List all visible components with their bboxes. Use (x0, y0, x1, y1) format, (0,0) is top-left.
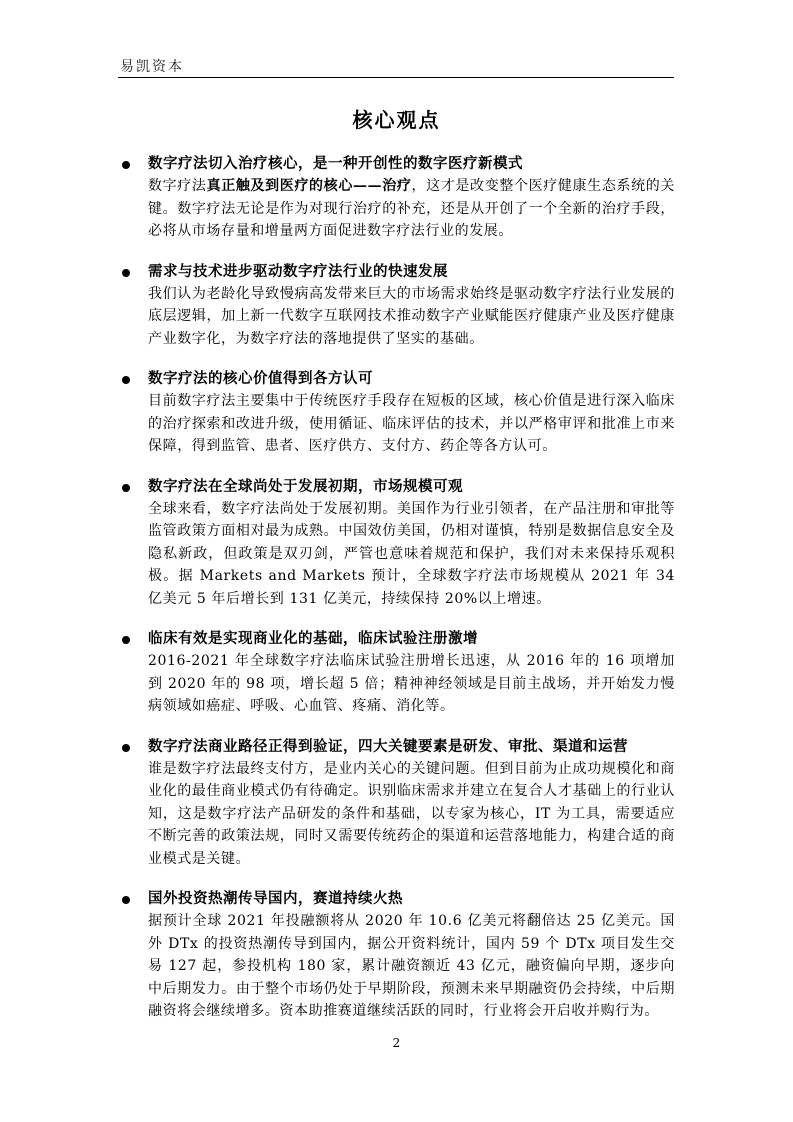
key-point-body: 全球来看，数字疗法尚处于发展初期。美国作为行业引领者，在产品注册和审批等监管政策方面相对最为成熟。中国效仿美国，仍相对谨慎，特别是数据信息安全及隐私新政，但政策是双刃剑，严管也意味着规范和保护，我们对未来保持乐观积极。据 Markets and Markets 预计，全球数字疗法市场规模从 2021 年 34 亿美元 5 年后增长到 131 亿美元，持续保持 20%以上增速。 (148, 500, 675, 607)
key-point-6 (120, 736, 675, 871)
key-point-body (148, 175, 675, 243)
key-point-body: 2016-2021 年全球数字疗法临床试验注册增长迅速，从 2016 年的 16 项增加到 2020 年的 98 项，增长超 5 倍；精神神经领域是目前主战场，并开始发力慢病领域如癌症、呼吸、心血管、疼痛、消化等。 (148, 653, 675, 714)
key-point-1 (120, 153, 675, 243)
key-point-title: 数字疗法在全球尚处于发展初期，市场规模可观 (148, 477, 463, 495)
key-point-title: 数字疗法的核心价值得到各方认可 (148, 370, 373, 387)
key-point-body-prefix: 数字疗法 (148, 178, 207, 194)
header-label: 易凯资本 (120, 59, 184, 75)
bullet-icon (122, 896, 130, 904)
bullet-icon (122, 269, 130, 277)
key-point-title: 需求与技术进步驱动数字疗法行业的快速发展 (148, 262, 448, 280)
key-point-5 (120, 628, 675, 718)
bullet-icon (122, 744, 130, 752)
key-point-title: 数字疗法切入治疗核心，是一种开创性的数字医疗新模式 (148, 155, 523, 172)
key-points-list (120, 153, 675, 1041)
key-point-7 (120, 888, 675, 1023)
key-point-body-emphasis: 真正触及到医疗的核心——治疗 (206, 178, 412, 194)
key-point-title: 国外投资热潮传导国内，赛道持续火热 (148, 890, 403, 907)
key-point-4 (120, 476, 675, 611)
header-divider (118, 77, 674, 78)
bullet-icon (122, 161, 130, 169)
key-point-body: 谁是数字疗法最终支付方，是业内关心的关键问题。但到目前为止成功规模化和商业化的最佳商业模式仍有待确定。识别临床需求并建立在复合人才基础上的行业认知，这是数字疗法产品研发的条件和基础，以专家为核心，IT 为工具，需要适应不断完善的政策法规，同时又需要传统药企的渠道和运营落地能力，构建合适的商业模式是关键。 (148, 760, 675, 867)
page-number: 2 (392, 1036, 401, 1050)
bullet-icon (122, 376, 130, 384)
bullet-icon (122, 484, 130, 492)
key-point-title: 临床有效是实现商业化的基础，临床试验注册激增 (148, 630, 478, 647)
key-point-body: 我们认为老龄化导致慢病高发带来巨大的市场需求始终是驱动数字疗法行业发展的底层逻辑，加上新一代数字互联网技术推动数字产业赋能医疗健康产业及医疗健康产业数字化，为数字疗法的落地提供了坚实的基础。 (148, 285, 675, 347)
key-point-body-suffix: ，这才是改变整个医疗健康生态系统的关键。数字疗法无论是作为对现行治疗的补充，还是从开创了一个全新的治疗手段，必将从市场存量和增量两方面促进数字疗法行业的发展。 (148, 178, 675, 239)
key-point-title: 数字疗法商业路径正得到验证，四大关键要素是研发、审批、渠道和运营 (148, 737, 628, 755)
key-point-body: 目前数字疗法主要集中于传统医疗手段存在短板的区域，核心价值是进行深入临床的治疗探索和改进升级，使用循证、临床评估的技术，并以严格审评和批准上市来保障，得到监管、患者、医疗供方、支付方、药企等各方认可。 (148, 393, 675, 454)
bullet-icon (122, 636, 130, 644)
key-point-body: 据预计全球 2021 年投融额将从 2020 年 10.6 亿美元将翻倍达 25 亿美元。国外 DTx 的投资热潮传导到国内，据公开资料统计，国内 59 个 DTx 项目发生交易 127 起，参投机构 180 家，累计融资额近 43 亿元，融资偏向早期，逐步向中后期发力。由于整个市场仍处于早期阶段，预测未来早期融资仍会持续，中后期融资将会继续增多。资本助推赛道继续活跃的同时，行业将会开启收并购行为。 (148, 913, 675, 1019)
key-point-3 (120, 368, 675, 458)
key-point-2 (120, 261, 675, 351)
page-title: 核心观点 (352, 108, 441, 132)
